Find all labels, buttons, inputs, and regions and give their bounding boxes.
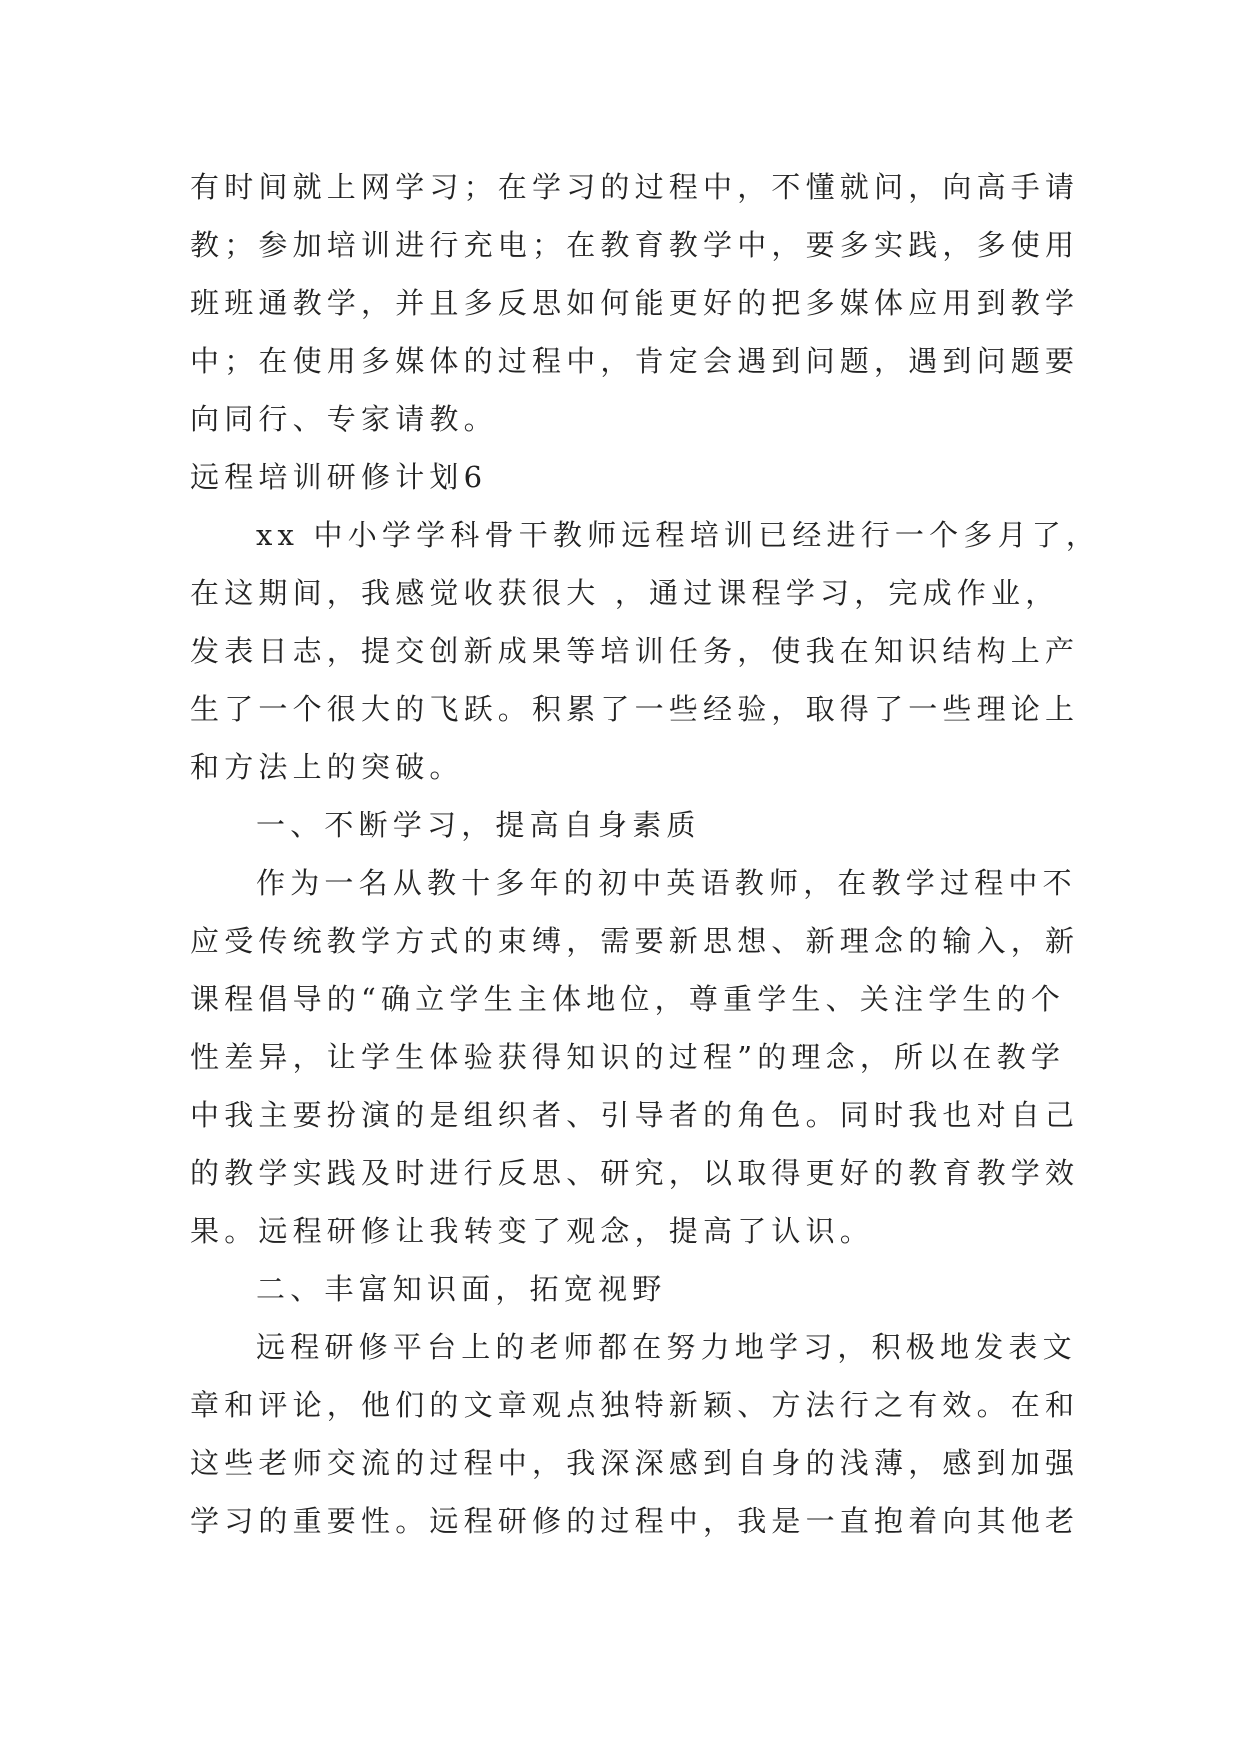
- paragraph-line: 果。远程研修让我转变了观念，提高了认识。: [190, 1214, 875, 1248]
- subheading-2: 二、丰富知识面，拓宽视野: [256, 1272, 667, 1306]
- document-body: [190, 158, 1101, 1550]
- paragraph-line: 中我主要扮演的是组织者、引导者的角色。同时我也对自己: [190, 1098, 1080, 1132]
- paragraph-line: 的教学实践及时进行反思、研究，以取得更好的教育教学效: [190, 1156, 1080, 1190]
- paragraph-line: 中；在使用多媒体的过程中，肯定会遇到问题，遇到问题要: [190, 344, 1080, 378]
- paragraph-line: 课程倡导的“确立学生主体地位，尊重学生、关注学生的个: [190, 982, 1066, 1016]
- paragraph-line: 性差异，让学生体验获得知识的过程”的理念，所以在教学: [190, 1040, 1066, 1074]
- paragraph-line: 教；参加培训进行充电；在教育教学中，要多实践，多使用: [190, 228, 1080, 262]
- paragraph-line: 学习的重要性。远程研修的过程中，我是一直抱着向其他老: [190, 1504, 1080, 1538]
- subheading-1: 一、不断学习，提高自身素质: [256, 808, 701, 842]
- paragraph-line: 向同行、专家请教。: [190, 402, 498, 436]
- paragraph-line: 章和评论，他们的文章观点独特新颖、方法行之有效。在和: [190, 1388, 1080, 1422]
- paragraph-line: 发表日志，提交创新成果等培训任务，使我在知识结构上产: [190, 634, 1080, 668]
- paragraph-line: 应受传统教学方式的束缚，需要新思想、新理念的输入，新: [190, 924, 1080, 958]
- section-title: 远程培训研修计划6: [190, 460, 488, 494]
- paragraph-line: xx 中小学学科骨干教师远程培训已经进行一个多月了，: [256, 518, 1101, 552]
- paragraph-line: 生了一个很大的飞跃。积累了一些经验，取得了一些理论上: [190, 692, 1080, 726]
- paragraph-line: 这些老师交流的过程中，我深深感到自身的浅薄，感到加强: [190, 1446, 1080, 1480]
- paragraph-line: 和方法上的突破。: [190, 750, 464, 784]
- paragraph-line: 作为一名从教十多年的初中英语教师，在教学过程中不: [256, 866, 1077, 900]
- paragraph-line: 有时间就上网学习；在学习的过程中，不懂就问，向高手请: [190, 170, 1080, 204]
- paragraph-line: 班班通教学，并且多反思如何能更好的把多媒体应用到教学: [190, 286, 1080, 320]
- paragraph-line: 远程研修平台上的老师都在努力地学习，积极地发表文: [256, 1330, 1077, 1364]
- paragraph-line: 在这期间，我感觉收获很大 ，通过课程学习，完成作业，: [190, 576, 1060, 610]
